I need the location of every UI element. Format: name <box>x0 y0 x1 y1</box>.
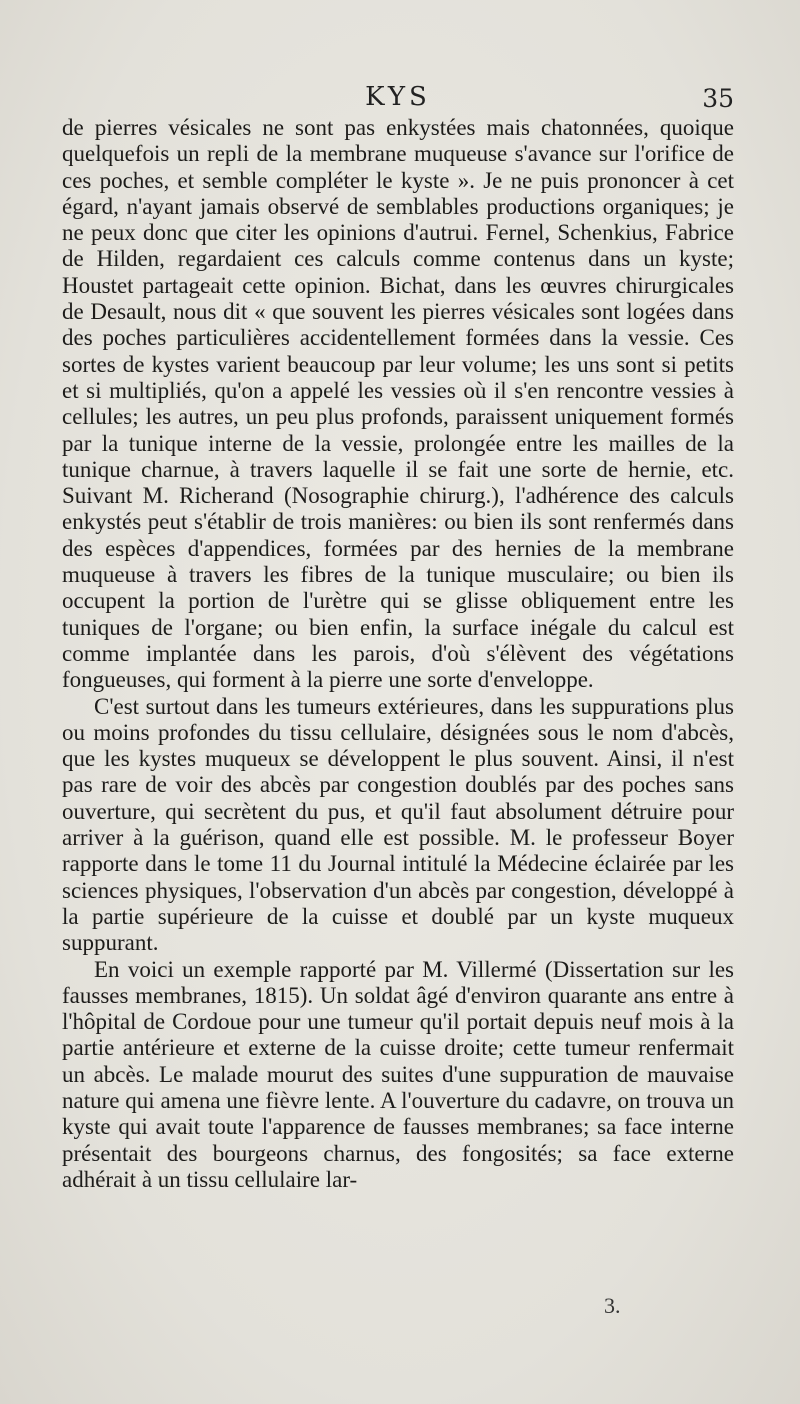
paragraph-2: C'est surtout dans les tumeurs extérieures, dans les suppurations plus ou moins profondes du tissu cellulaire, désignées sous le nom d'abcès, que les kystes muqueux se développent le plus souvent. Ainsi, il n'est pas rare de voir des abcès par congestion doublés par des poches sans ouverture, qui secrètent du pus, et qu'il faut absolument détruire pour arriver à la guérison, quand elle est possible. M. le professeur Boyer rapporte dans le tome 11 du Journal intitulé la Médecine éclairée par les sciences physiques, l'observation d'un abcès par congestion, développé à la partie supérieure de la cuisse et doublé par un kyste muqueux suppurant. <box>62 693 734 956</box>
page-number: 35 <box>702 84 734 113</box>
running-title: KYS <box>365 82 431 112</box>
paragraph-1: de pierres vésicales ne sont pas enkystées mais chatonnées, quoique quelquefois un repli de la membrane muqueuse s'avance sur l'orifice de ces poches, et semble compléter le kyste ». Je ne puis prononcer à cet égard, n'ayant jamais observé de semblables productions organiques; je ne peux donc que citer les opinions d'autrui. Fernel, Schenkius, Fabrice de Hilden, regardaient ces calculs comme contenus dans un kyste; Houstet partageait cette opinion. Bichat, dans les œuvres chirurgicales de Desault, nous dit « que souvent les pierres vésicales sont logées dans des poches particulières accidentellement formées dans la vessie. Ces sortes de kystes varient beaucoup par leur volume; les uns sont si petits et si multipliés, qu'on a appelé les vessies où il s'en rencontre vessies à cellules; les autres, un peu plus profonds, paraissent uniquement formés par la tunique interne de la vessie, prolongée entre les mailles de la tunique charnue, à travers laquelle il se fait une sorte de hernie, etc. Suivant M. Richerand (Nosographie chirurg.), l'adhérence des calculs enkystés peut s'établir de trois manières: ou bien ils sont renfermés dans des espèces d'appendices, formées par des hernies de la membrane muqueuse à travers les fibres de la tunique musculaire; ou bien ils occupent la portion de l'urètre qui se glisse obliquement entre les tuniques de l'organe; ou bien enfin, la surface inégale du calcul est comme implantée dans les parois, d'où s'élèvent des végétations fongueuses, qui forment à la pierre une sorte d'enveloppe. <box>62 115 734 693</box>
signature-mark: 3. <box>604 1293 621 1318</box>
paragraph-3: En voici un exemple rapporté par M. Villermé (Dissertation sur les fausses membranes, 1815). Un soldat âgé d'environ quarante ans entre à l'hôpital de Cordoue pour une tumeur qu'il portait depuis neuf mois à la partie antérieure et externe de la cuisse droite; cette tumeur renfermait un abcès. Le malade mourut des suites d'une suppuration de mauvaise nature qui amena une fièvre lente. A l'ouverture du cadavre, on trouva un kyste qui avait toute l'apparence de fausses membranes; sa face interne présentait des bourgeons charnus, des fongosités; sa face externe adhérait à un tissu cellulaire lar- <box>62 956 734 1192</box>
body-text <box>62 115 734 1193</box>
